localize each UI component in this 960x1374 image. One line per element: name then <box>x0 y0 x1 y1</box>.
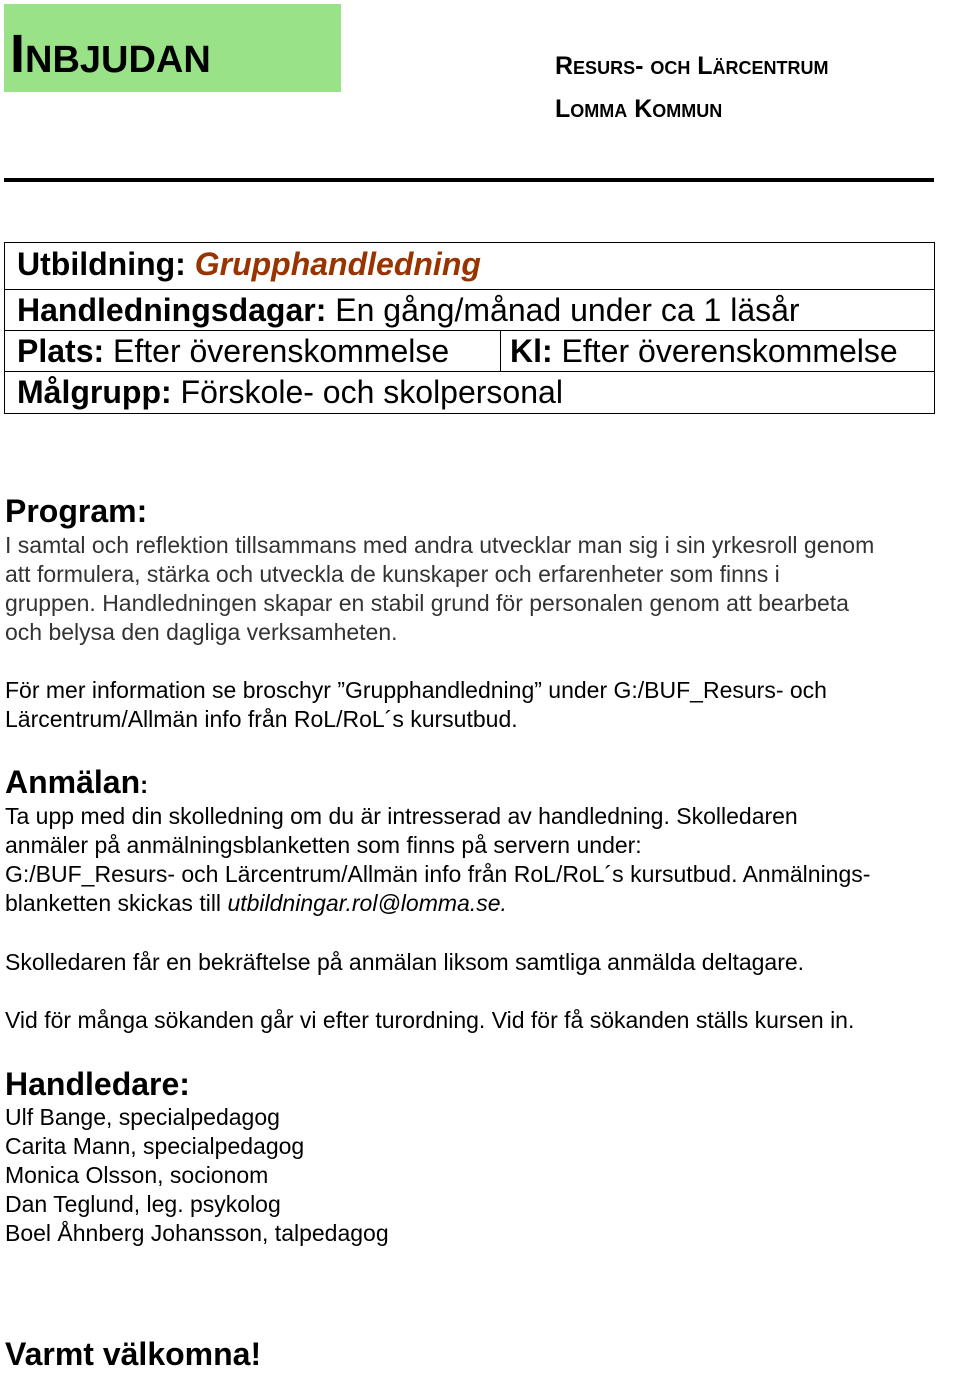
page-title: Inbjudan <box>10 24 211 84</box>
handledare-heading: Handledare: <box>5 1066 190 1102</box>
municipality-name: Lomma Kommun <box>555 95 723 123</box>
utbildning-row <box>17 244 946 284</box>
handledare-person: Boel Åhnberg Johansson, talpedagog <box>5 1220 389 1246</box>
kl-label: Kl: <box>510 333 553 369</box>
anmalan-last-line-text: blanketten skickas till <box>5 890 228 916</box>
handledningsdagar-value: En gång/månad under ca 1 läsår <box>335 292 800 328</box>
malgrupp-row <box>17 372 946 412</box>
utbildning-label: Utbildning: <box>17 246 186 282</box>
header-divider <box>4 178 934 182</box>
handledare-person: Carita Mann, specialpedagog <box>5 1133 305 1159</box>
anmalan-heading-text: Anmälan <box>5 764 141 800</box>
organization-name: Resurs- och Lärcentrum <box>555 52 829 80</box>
table-column-divider <box>500 330 501 371</box>
anmalan-line: anmäler på anmälningsblanketten som finns på servern under: <box>5 832 642 858</box>
closing-greeting: Varmt välkomna! <box>5 1336 262 1372</box>
anmalan-line: G:/BUF_Resurs- och Lärcentrum/Allmän info från RoL/RoL´s kursutbud. Anmälnings- <box>5 861 871 887</box>
program-line: och belysa den dagliga verksamheten. <box>5 619 398 645</box>
malgrupp-label: Målgrupp: <box>17 374 172 410</box>
handledare-person: Monica Olsson, socionom <box>5 1162 269 1188</box>
malgrupp-value: Förskole- och skolpersonal <box>180 374 563 410</box>
program-line: gruppen. Handledningen skapar en stabil grund för personalen genom att bearbeta <box>5 590 849 616</box>
utbildning-value: Grupphandledning <box>194 246 481 282</box>
email-link[interactable]: utbildningar.rol@lomma.se. <box>227 890 507 916</box>
anmalan-heading <box>5 762 148 806</box>
handledare-person: Ulf Bange, specialpedagog <box>5 1104 280 1130</box>
handledningsdagar-label: Handledningsdagar: <box>17 292 327 328</box>
plats-value: Efter överenskommelse <box>113 333 450 369</box>
program-line: att formulera, stärka och utveckla de kunskaper och erfarenheter som finns i <box>5 561 780 587</box>
queue-text: Vid för många sökanden går vi efter turordning. Vid för få sökanden ställs kursen in. <box>5 1007 855 1033</box>
plats-label: Plats: <box>17 333 105 369</box>
handledningsdagar-row <box>17 290 946 330</box>
program-heading: Program: <box>5 493 148 529</box>
kl-cell <box>510 331 930 371</box>
confirmation-text: Skolledaren får en bekräftelse på anmälan liksom samtliga anmälda deltagare. <box>5 949 805 975</box>
anmalan-line <box>5 889 507 918</box>
program-line: I samtal och reflektion tillsammans med andra utvecklar man sig i sin yrkesroll genom <box>5 532 875 558</box>
anmalan-heading-colon: : <box>140 772 149 799</box>
info-line: För mer information se broschyr ”Grupphandledning” under G:/BUF_Resurs- och <box>5 677 827 703</box>
course-info-table <box>4 242 935 414</box>
kl-value: Efter överenskommelse <box>561 333 898 369</box>
info-line: Lärcentrum/Allmän info från RoL/RoL´s kursutbud. <box>5 706 518 732</box>
plats-cell <box>17 331 497 371</box>
anmalan-line: Ta upp med din skolledning om du är intresserad av handledning. Skolledaren <box>5 803 798 829</box>
title-banner <box>4 4 341 92</box>
handledare-person: Dan Teglund, leg. psykolog <box>5 1191 281 1217</box>
